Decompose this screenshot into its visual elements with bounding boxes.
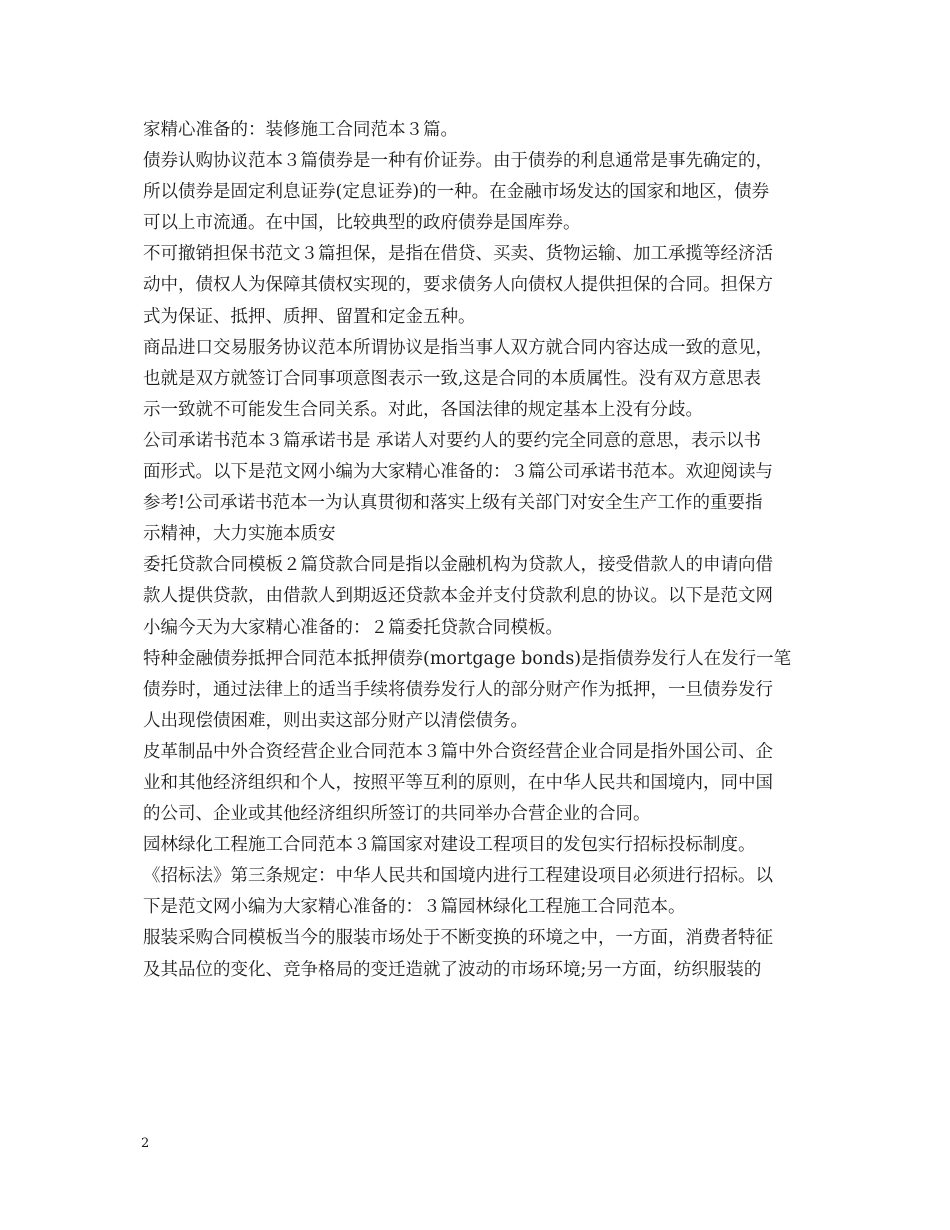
text-line: 下是范文网小编为大家精心准备的：３篇园林绿化工程施工合同范本。: [143, 897, 686, 918]
text-line: 商品进口交易服务协议范本所谓协议是指当事人双方就合同内容达成一致的意见，: [143, 337, 773, 358]
text-line: 债券认购协议范本３篇债券是一种有价证券。由于债券的利息通常是事先确定的，: [143, 151, 773, 172]
text-line: 《招标法》第三条规定：中华人民共和国境内进行工程建设项目必须进行招标。以: [143, 866, 773, 887]
text-line: 业和其他经济组织和个人，按照平等互利的原则，在中华人民共和国境内，同中国: [143, 772, 773, 793]
text-line: 服装采购合同模板当今的服装市场处于不断变换的环境之中，一方面，消费者特征: [143, 928, 773, 949]
text-line: 委托贷款合同模板２篇贷款合同是指以金融机构为贷款人，接受借款人的申请向借: [143, 555, 773, 576]
text-line: 园林绿化工程施工合同范本３篇国家对建设工程项目的发包实行招标投标制度。: [143, 835, 756, 856]
page-number: 2: [141, 1136, 150, 1151]
text-line: 的公司、企业或其他经济组织所签订的共同举办合营企业的合同。: [143, 804, 651, 825]
text-line: 动中，债权人为保障其债权实现的，要求债务人向债权人提供担保的合同。担保方: [143, 275, 773, 296]
text-line: 公司承诺书范本３篇承诺书是 承诺人对要约人的要约完全同意的意思，表示以书: [143, 430, 762, 451]
text-line: 式为保证、抵押、质押、留置和定金五种。: [143, 306, 476, 327]
text-line: 面形式。以下是范文网小编为大家精心准备的：３篇公司承诺书范本。欢迎阅读与: [143, 462, 773, 483]
text-line: 小编今天为大家精心准备的：２篇委托贷款合同模板。: [143, 617, 563, 638]
text-line: 示一致就不可能发生合同关系。对此，各国法律的规定基本上没有分歧。: [143, 399, 703, 420]
text-line: 及其品位的变化、竞争格局的变迁造就了波动的市场环境;另一方面，纺织服装的: [143, 959, 762, 980]
text-line: 示精神，大力实施本质安: [143, 524, 336, 545]
text-line: 皮革制品中外合资经营企业合同范本３篇中外合资经营企业合同是指外国公司、企: [143, 741, 773, 762]
text-line: 也就是双方就签订合同事项意图表示一致,这是合同的本质属性。没有双方意思表: [143, 368, 762, 389]
text-line: 人出现偿债困难，则出卖这部分财产以清偿债务。: [143, 710, 528, 731]
text-line: 所以债券是固定利息证券(定息证券)的一种。在金融市场发达的国家和地区，债券: [143, 182, 770, 203]
document-body: [143, 115, 813, 986]
text-line: 可以上市流通。在中国，比较典型的政府债券是国库券。: [143, 213, 581, 234]
text-line: 参考!公司承诺书范本一为认真贯彻和落实上级有关部门对安全生产工作的重要指: [143, 493, 763, 514]
text-line: 债券时，通过法律上的适当手续将债券发行人的部分财产作为抵押，一旦债券发行: [143, 679, 773, 700]
text-line: 不可撤销担保书范文３篇担保，是指在借贷、买卖、货物运输、加工承揽等经济活: [143, 244, 773, 265]
text-line: 款人提供贷款，由借款人到期返还贷款本金并支付贷款利息的协议。以下是范文网: [143, 586, 773, 607]
text-line: 特种金融债券抵押合同范本抵押债券(mortgage bonds)是指债券发行人在发行一笔: [143, 648, 792, 669]
text-line: 家精心准备的：装修施工合同范本３篇。: [143, 120, 458, 140]
